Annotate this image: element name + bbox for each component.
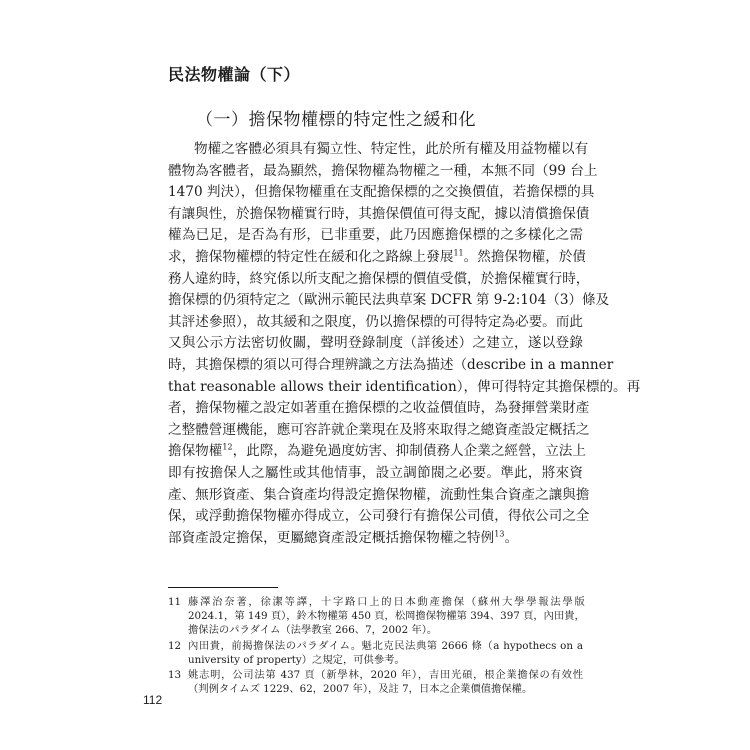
body-line: 其評述參照），故其緩和之限度，仍以擔保標的可得特定為必要。而此 [168, 313, 583, 330]
body-line: 部資產設定擔保，更屬總資產設定概括擔保物權之特例$^{13}$。 [168, 529, 519, 546]
footnote-line: 內田貴，前揭擔保法のパラダイム。魁北克民法典第 2666 條（a hypothecs on a [188, 639, 583, 652]
body-line: 又與公示方法密切攸關，聲明登錄制度（詳後述）之建立，遂以登錄 [168, 335, 583, 352]
body-line: 擔保標的仍須特定之（歐洲示範民法典草案 DCFR 第 9-2:104（3）條及 [168, 292, 610, 309]
body-line: 權為已足，是否為有形，已非重要，此乃因應擔保標的之多樣化之需 [168, 227, 583, 244]
body-line: 保，或浮動擔保物權亦得成立，公司發行有擔保公司債，得依公司之全 [168, 508, 590, 525]
footnote-reference[interactable]: 12 [222, 442, 233, 452]
footnotes [168, 595, 583, 697]
body-line: 1470 判決），但擔保物權重在支配擔保標的之交換價值，若擔保標的具 [168, 184, 595, 201]
body-line: 擔保物權$^{12}$，此際，為避免過度妨害、抑制債務人企業之經營，立法上 [168, 442, 586, 460]
footnote-line: university of property）之規定，可供參考。 [188, 653, 405, 666]
body-line: 有讓與性，於擔保物權實行時，其擔保價值可得支配，據以清償擔保債 [168, 205, 590, 222]
footnote-line: 2024.1，第 149 頁），鈴木物權第 450 頁，松岡擔保物權第 394、397 頁，內田貴， [188, 610, 585, 623]
footnote-number: 11 [168, 596, 182, 608]
body-line: 產、無形資產、集合資產均得設定擔保物權，流動性集合資產之讓與擔 [168, 486, 590, 503]
body-line: 求，擔保物權標的特定性在緩和化之路線上發展$^{11}$。然擔保物權，於債 [168, 248, 586, 265]
footnote-number: 13 [168, 668, 182, 681]
footnote-13 [168, 668, 583, 696]
page-number: 112 [143, 693, 163, 707]
footnote-line: 姚志明，公司法第 437 頁（新學林，2020 年），吉田光碩，根企業擔保の有效性 [188, 668, 583, 681]
body-paragraph [168, 139, 641, 549]
body-line: 物權之客體必須具有獨立性、特定性，此於所有權及用益物權以有 [194, 141, 589, 157]
footnote-divider [168, 587, 278, 588]
body-line: 體物為客體者，最為顯然，擔保物權為物權之一種，本無不同（99 台上 [168, 162, 598, 179]
footnote-reference[interactable]: 11 [453, 248, 464, 258]
footnote-12 [168, 639, 583, 667]
footnote-11 [168, 595, 583, 638]
body-line: 時，其擔保標的須以可得合理辨識之方法為描述（describe in a manner [168, 356, 614, 373]
running-header: 民法物權論（下） [168, 65, 301, 84]
footnote-number: 12 [168, 639, 182, 652]
body-line: that reasonable allows their identification），俾可得特定其擔保標的。再 [168, 378, 641, 395]
body-line: 者，擔保物權之設定如著重在擔保標的之收益價值時，為發揮營業財產 [168, 400, 590, 417]
body-line: 務人違約時，終究係以所支配之擔保標的價值受償，於擔保權實行時， [168, 270, 590, 287]
body-line: 即有按擔保人之屬性或其他情事，設立調節閥之必要。準此，將來資 [168, 464, 583, 481]
footnote-line: （判例タイムズ 1229、62，2007 年），及註 7，日本之企業價值擔保權。 [188, 683, 533, 696]
body-line: 之整體營運機能，應可容許就企業現在及將來取得之總資產設定概括之 [168, 421, 590, 438]
footnote-reference[interactable]: 13 [494, 529, 505, 539]
footnote-line: 藤澤治奈著，徐潔等譯，十字路口上的日本動產擔保（蘇州大學學報法學版 [188, 596, 585, 608]
footnote-line: 擔保法のパラダイム（法學教室 266、7，2002 年）。 [188, 624, 438, 637]
section-heading: （一）擔保物權標的特定性之緩和化 [196, 110, 476, 130]
